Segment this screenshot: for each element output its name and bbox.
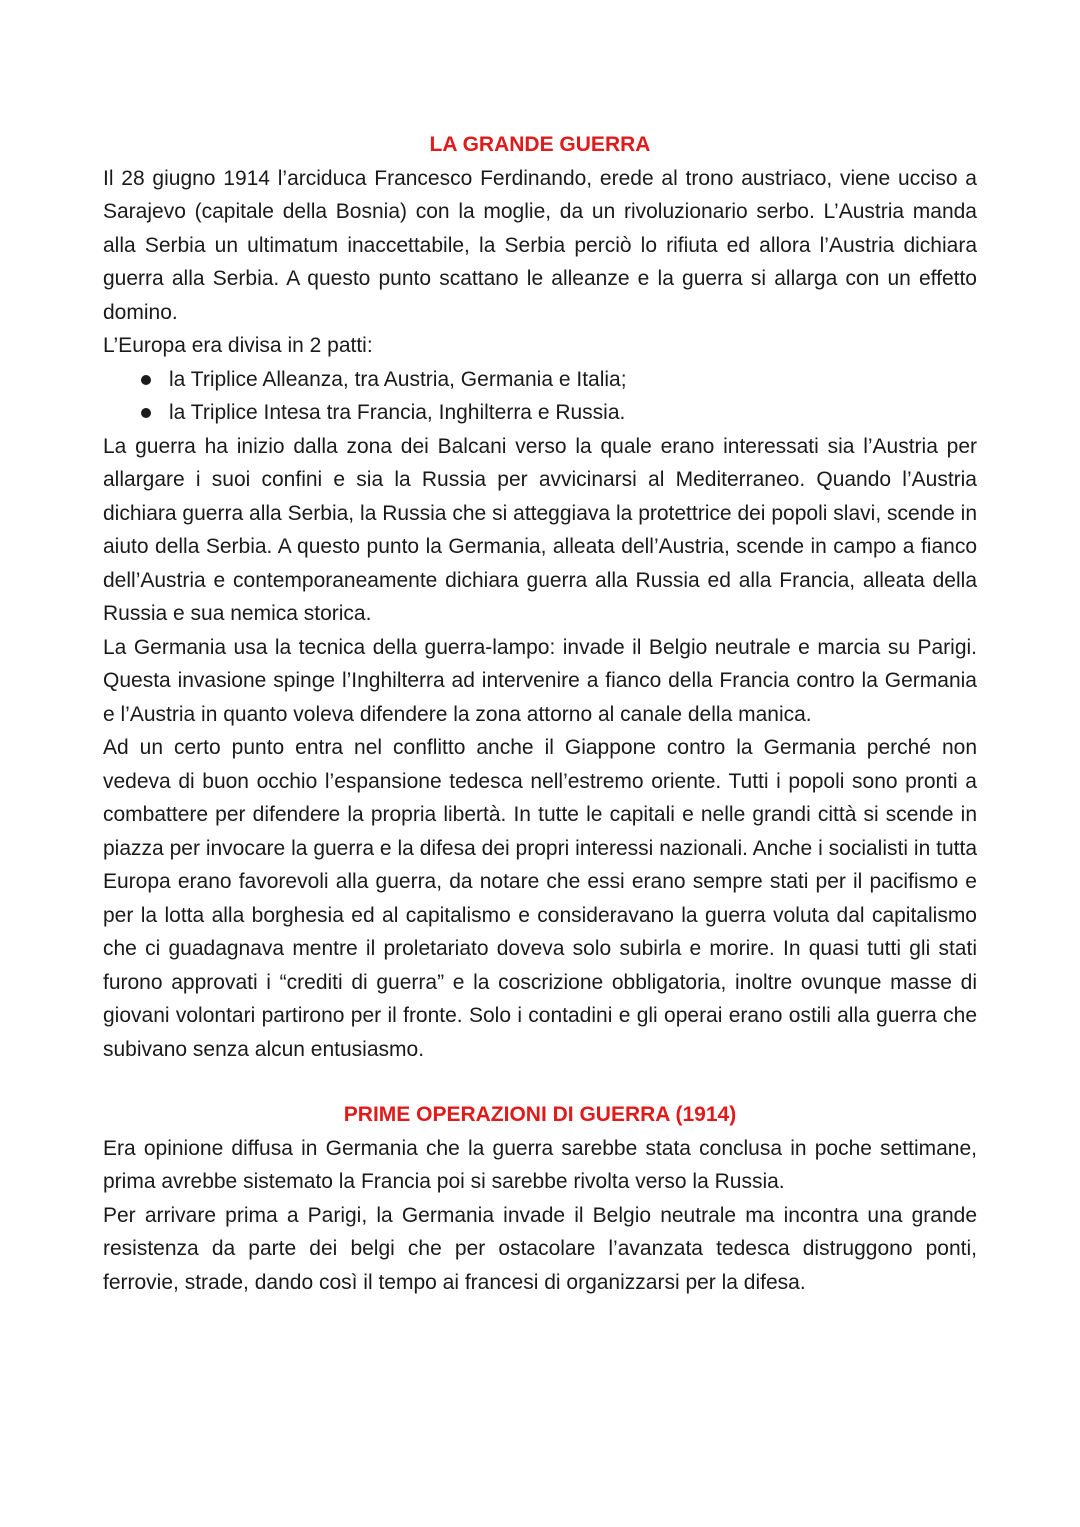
paragraph: L’Europa era divisa in 2 patti:: [103, 334, 373, 357]
section-title: LA GRANDE GUERRA: [429, 133, 651, 156]
bullet-item: [103, 396, 977, 430]
section-la-grande-guerra: [103, 128, 977, 1066]
paragraph: Il 28 giugno 1914 l’arciduca Francesco Ferdinando, erede al trono austriaco, viene ucciso a Sarajevo (capitale della Bosnia) con la moglie, da un rivoluzionario serbo. L’Austria manda alla Serbia un ultimatum inaccettabile, la Serbia perciò lo rifiuta ed allora l’Austria dichiara guerra alla Serbia. A questo punto scattano le alleanze e la guerra si allarga con un effetto domino.: [103, 166, 977, 324]
bullet-list: [103, 363, 977, 430]
document-page: [103, 128, 977, 1299]
bullet-item: [103, 363, 977, 397]
paragraph: Per arrivare prima a Parigi, la Germania invade il Belgio neutrale ma incontra una grande resistenza da parte dei belgi che per ostacolare l’avanzata tedesca distruggono ponti, ferrovie, strade, dando così il tempo ai francesi di organizzarsi per la difesa.: [103, 1203, 977, 1294]
paragraph: La Germania usa la tecnica della guerra-lampo: invade il Belgio neutrale e marcia su Parigi. Questa invasione spinge l’Inghilterra ad intervenire a fianco della Francia contro la Germania e l’Austria in quanto voleva difendere la zona attorno al canale della manica.: [103, 635, 977, 726]
bullet-icon: [141, 375, 151, 385]
bullet-text: la Triplice Alleanza, tra Austria, Germania e Italia;: [169, 367, 627, 391]
paragraph: La guerra ha inizio dalla zona dei Balcani verso la quale erano interessati sia l’Austria per allargare i suoi confini e sia la Russia per avvicinarsi al Mediterraneo. Quando l’Austria dichiara guerra alla Serbia, la Russia che si atteggiava la protettrice dei popoli slavi, scende in aiuto della Serbia. A questo punto la Germania, alleata dell’Austria, scende in campo a fianco dell’Austria e contemporaneamente dichiara guerra alla Russia ed alla Francia, alleata della Russia e sua nemica storica.: [103, 434, 977, 625]
bullet-icon: [141, 408, 151, 418]
section-title: PRIME OPERAZIONI DI GUERRA (1914): [343, 1103, 737, 1126]
paragraph: Ad un certo punto entra nel conflitto anche il Giappone contro la Germania perché non vedeva di buon occhio l’espansione tedesca nell’estremo oriente. Tutti i popoli sono pronti a combattere per difendere la propria libertà. In tutte le capitali e nelle grandi città si scende in piazza per invocare la guerra e la difesa dei propri interessi nazionali. Anche i socialisti in tutta Europa erano favorevoli alla guerra, da notare che essi erano sempre stati per il pacifismo e per la lotta alla borghesia ed al capitalismo e consideravano la guerra voluta dal capitalismo che ci guadagnava mentre il proletariato doveva solo subirla e morire. In quasi tutti gli stati furono approvati i “crediti di guerra” e la coscrizione obbligatoria, inoltre ovunque masse di giovani volontari partirono per il fronte. Solo i contadini e gli operai erano ostili alla guerra che subivano senza alcun entusiasmo.: [103, 736, 977, 1061]
section-prime-operazioni: [103, 1098, 977, 1299]
paragraph: Era opinione diffusa in Germania che la guerra sarebbe stata conclusa in poche settimane, prima avrebbe sistemato la Francia poi si sarebbe rivolta verso la Russia.: [103, 1136, 977, 1193]
bullet-text: la Triplice Intesa tra Francia, Inghilterra e Russia.: [169, 401, 626, 424]
